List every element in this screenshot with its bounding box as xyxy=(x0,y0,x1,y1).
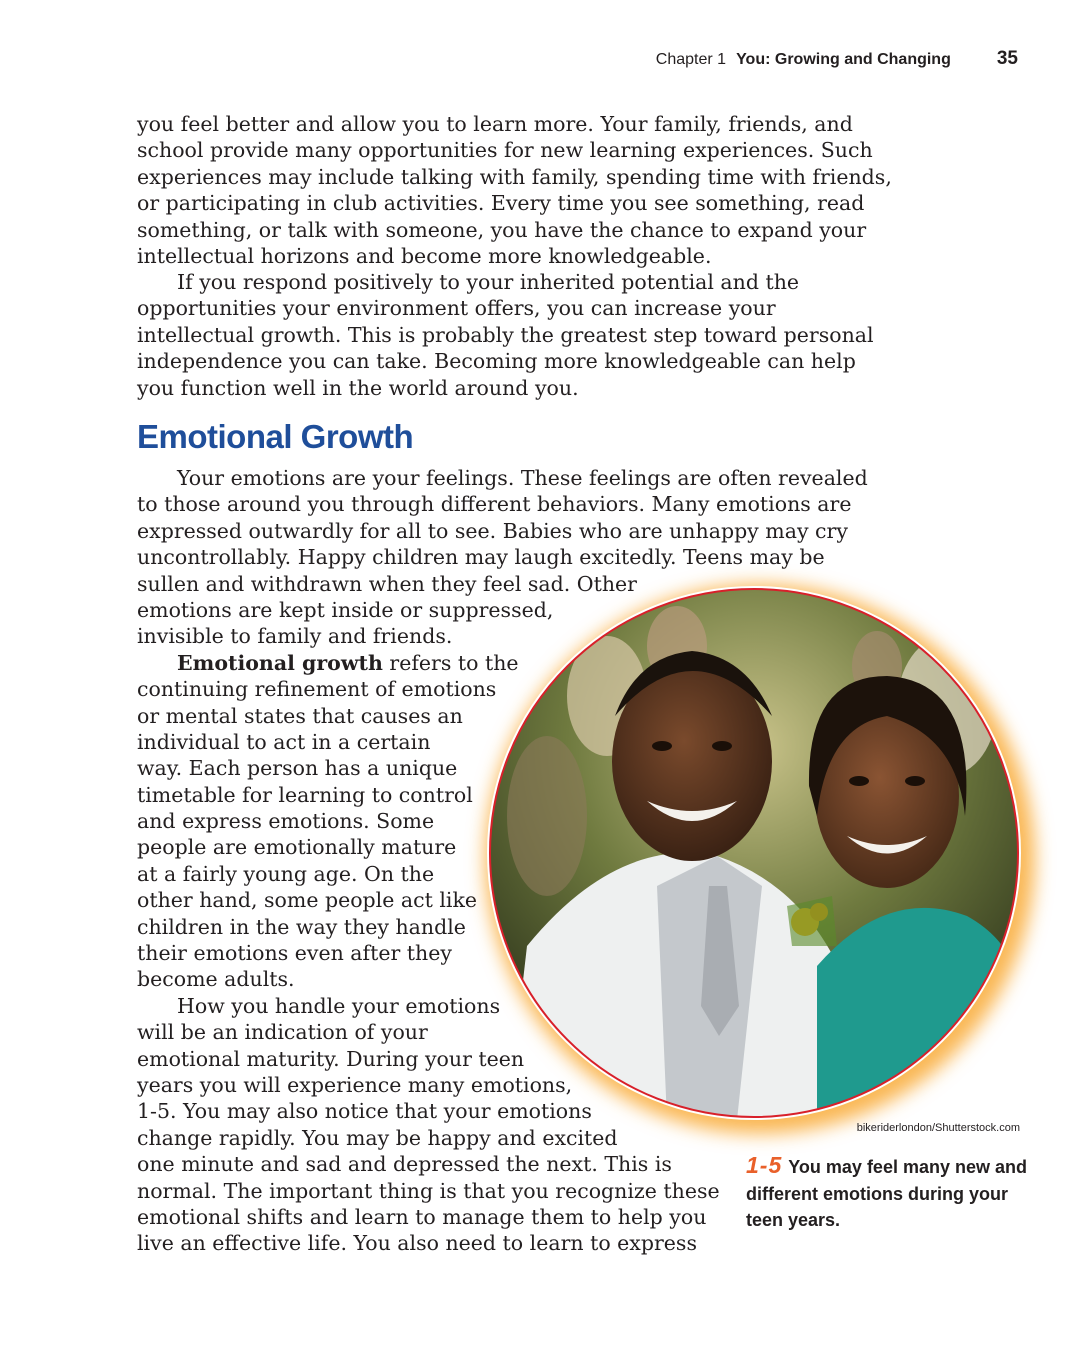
figure-caption xyxy=(746,1152,1036,1234)
text-line: their emotions even after they xyxy=(137,941,452,966)
text-line: normal. The important thing is that you recognize these xyxy=(137,1178,720,1203)
text-line: people are emotionally mature xyxy=(137,835,457,860)
text-line: emotional maturity. During your teen xyxy=(137,1046,525,1071)
text-line: 1-5. You may also notice that your emotions xyxy=(137,1099,592,1124)
running-head xyxy=(656,48,1018,70)
text-line: become adults. xyxy=(137,967,295,992)
text-line: or mental states that causes an xyxy=(137,703,463,728)
text-line: continuing refinement of emotions xyxy=(137,677,497,702)
figure-number: 1-5 xyxy=(746,1152,783,1178)
text-line: will be an indication of your xyxy=(137,1020,428,1045)
text-line: to those around you through different behaviors. Many emotions are xyxy=(137,492,852,517)
text-line: emotional shifts and learn to manage them to help you xyxy=(137,1204,707,1229)
figure-caption-text: You may feel many new and different emotions during your teen years. xyxy=(746,1157,1027,1230)
text-line: years you will experience many emotions, xyxy=(137,1072,573,1097)
paragraph-2-text: If you respond positively to your inherited potential and the opportunities your environment offers, you can increase your intellectual growth. This is probably the greatest step toward personal independence you can take. Becoming more knowledgeable can help you function well in the world around you. xyxy=(137,270,874,400)
text-line: Your emotions are your feelings. These feelings are often revealed xyxy=(177,466,868,490)
text-line: timetable for learning to control xyxy=(137,782,473,807)
text-line: emotions are kept inside or suppressed, xyxy=(137,597,554,622)
paragraph-2 xyxy=(137,269,877,401)
text-line: live an effective life. You also need to learn to express xyxy=(137,1231,697,1256)
text-line: children in the way they handle xyxy=(137,914,466,939)
section-heading: Emotional Growth xyxy=(137,418,414,455)
text-line: individual to act in a certain xyxy=(137,729,431,754)
text-line: sullen and withdrawn when they feel sad. Other xyxy=(137,571,637,596)
text-line: other hand, some people act like xyxy=(137,888,478,913)
text-line: How you handle your emotions xyxy=(177,993,501,1018)
text-line: uncontrollably. Happy children may laugh excitedly. Teens may be xyxy=(137,545,825,570)
text-line: Emotional growth refers to the xyxy=(177,650,519,675)
page-number: 35 xyxy=(996,48,1018,69)
text-line: and express emotions. Some xyxy=(137,809,435,834)
paragraph-1: you feel better and allow you to learn more. Your family, friends, and school provide many opportunities for new learning experiences. Such experiences may include talking with family, spending time with friends, or participating in club activities. Every time you see something, read something, or talk with someone, you have the chance to expand your intellectual horizons and become more knowledgeable. xyxy=(137,112,892,269)
key-term: Emotional growth xyxy=(177,650,383,675)
text-line: change rapidly. You may be happy and excited xyxy=(137,1125,618,1150)
text-line: way. Each person has a unique xyxy=(137,756,458,781)
couple-photo-illustration xyxy=(487,586,1021,1120)
text-line: one minute and sad and depressed the next. This is xyxy=(137,1152,672,1177)
text-line: at a fairly young age. On the xyxy=(137,861,435,886)
text-line: invisible to family and friends. xyxy=(137,624,453,649)
text-line: expressed outwardly for all to see. Babies who are unhappy may cry xyxy=(137,518,848,543)
figure-photo xyxy=(487,586,1021,1120)
chapter-title: You: Growing and Changing xyxy=(736,51,951,68)
chapter-label: Chapter 1 xyxy=(655,51,727,68)
photo-credit: bikeriderlondon/Shutterstock.com xyxy=(856,1122,1020,1134)
